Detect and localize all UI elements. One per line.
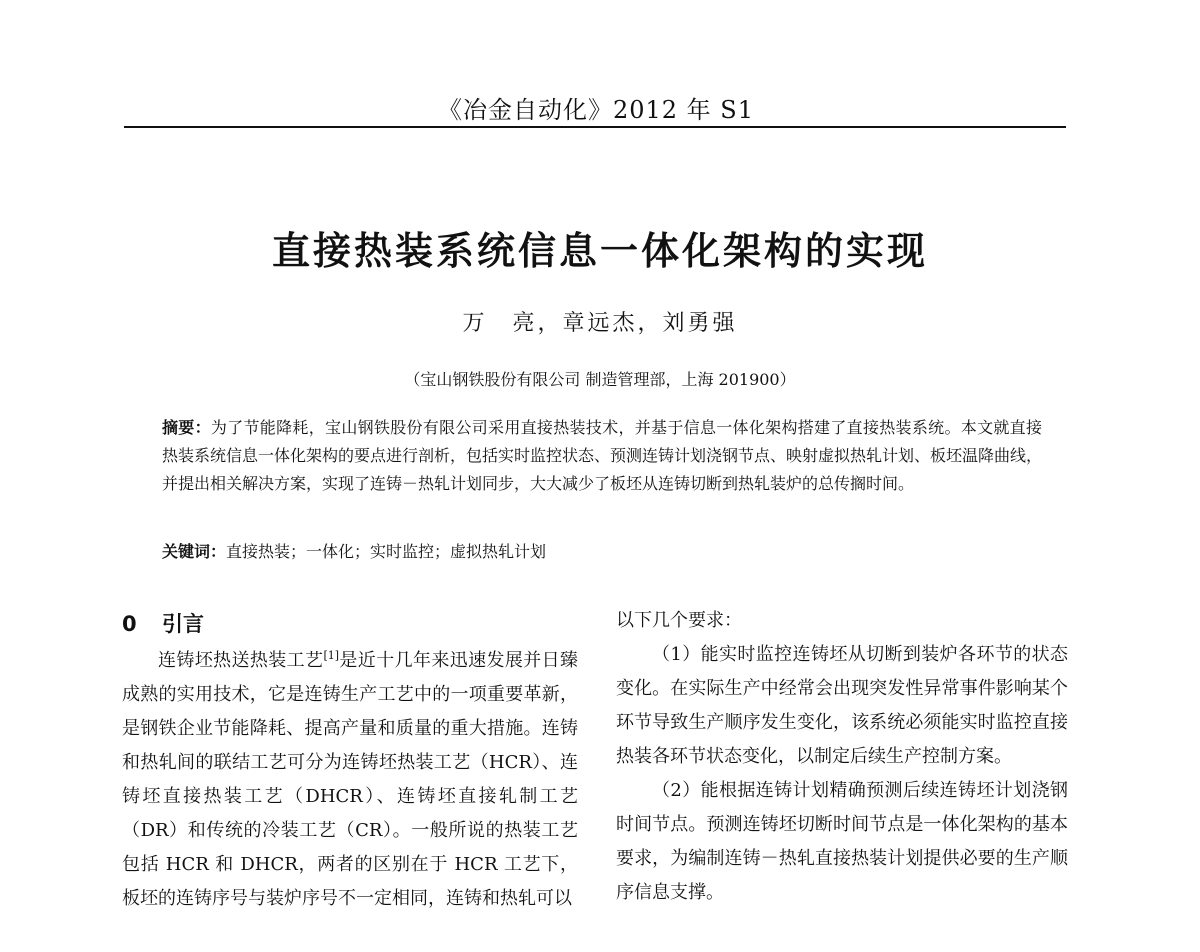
section-heading xyxy=(122,608,578,640)
intro-text-start: 连铸坯热送热装工艺 xyxy=(158,650,324,671)
section-number: 0 xyxy=(122,612,137,636)
abstract xyxy=(162,414,1042,498)
abstract-label: 摘要： xyxy=(162,418,211,437)
requirements-intro: 以下几个要求： xyxy=(616,610,742,631)
keywords-label: 关键词： xyxy=(162,542,227,561)
abstract-text: 为了节能降耗，宝山钢铁股份有限公司采用直接热装技术，并基于信息一体化架构搭建了直接热装系统。本文就直接热装系统信息一体化架构的要点进行剖析，包括实时监控状态、预测连铸计划浇钢节点、映射虚拟热轧计划、板坯温降曲线，并提出相关解决方案，实现了连铸－热轧计划同步，大大减少了板坯从连铸切断到热轧装炉的总传搁时间。 xyxy=(162,418,1043,493)
keywords xyxy=(162,538,1042,566)
keywords-text: 直接热装；一体化；实时监控；虚拟热轧计划 xyxy=(226,542,547,561)
affiliation: （宝山钢铁股份有限公司 制造管理部，上海 201900） xyxy=(404,370,796,389)
header-rule xyxy=(124,126,1066,128)
paper-title: 直接热装系统信息一体化架构的实现 xyxy=(271,229,928,273)
journal-header: 《冶金自动化》2012 年 S1 xyxy=(437,96,755,124)
authors: 万 亮，章远杰，刘勇强 xyxy=(462,311,738,336)
requirement-1: （1）能实时监控连铸坯从切断到装炉各环节的状态变化。在实际生产中经常会出现突发性异常事件影响某个环节导致生产顺序发生变化，该系统必须能实时监控直接热装各环节状态变化，以制定后续生产控制方案。 xyxy=(616,644,1068,767)
requirement-2: （2）能根据连铸计划精确预测后续连铸坯计划浇钢时间节点。预测连铸坯切断时间节点是一体化架构的基本要求，为编制连铸－热轧直接热装计划提供必要的生产顺序信息支撑。 xyxy=(616,780,1068,903)
right-column xyxy=(616,604,1068,910)
intro-paragraph xyxy=(122,644,578,916)
left-column xyxy=(122,608,578,916)
section-title: 引言 xyxy=(162,612,204,636)
intro-text-rest: 是近十几年来迅速发展并日臻成熟的实用技术，它是连铸生产工艺中的一项重要革新，是钢铁企业节能降耗、提高产量和质量的重大措施。连铸和热轧间的联结工艺可分为连铸坯热装工艺（HCR）、连铸坯直接热装工艺（DHCR）、连铸坯直接轧制工艺（DR）和传统的冷装工艺（CR）。一般所说的热装工艺包括 HCR 和 DHCR，两者的区别在于 HCR 工艺下，板坯的连铸序号与装炉序号不一定相同，连铸和热轧可以 xyxy=(122,650,579,909)
citation-ref: [1] xyxy=(323,649,340,662)
